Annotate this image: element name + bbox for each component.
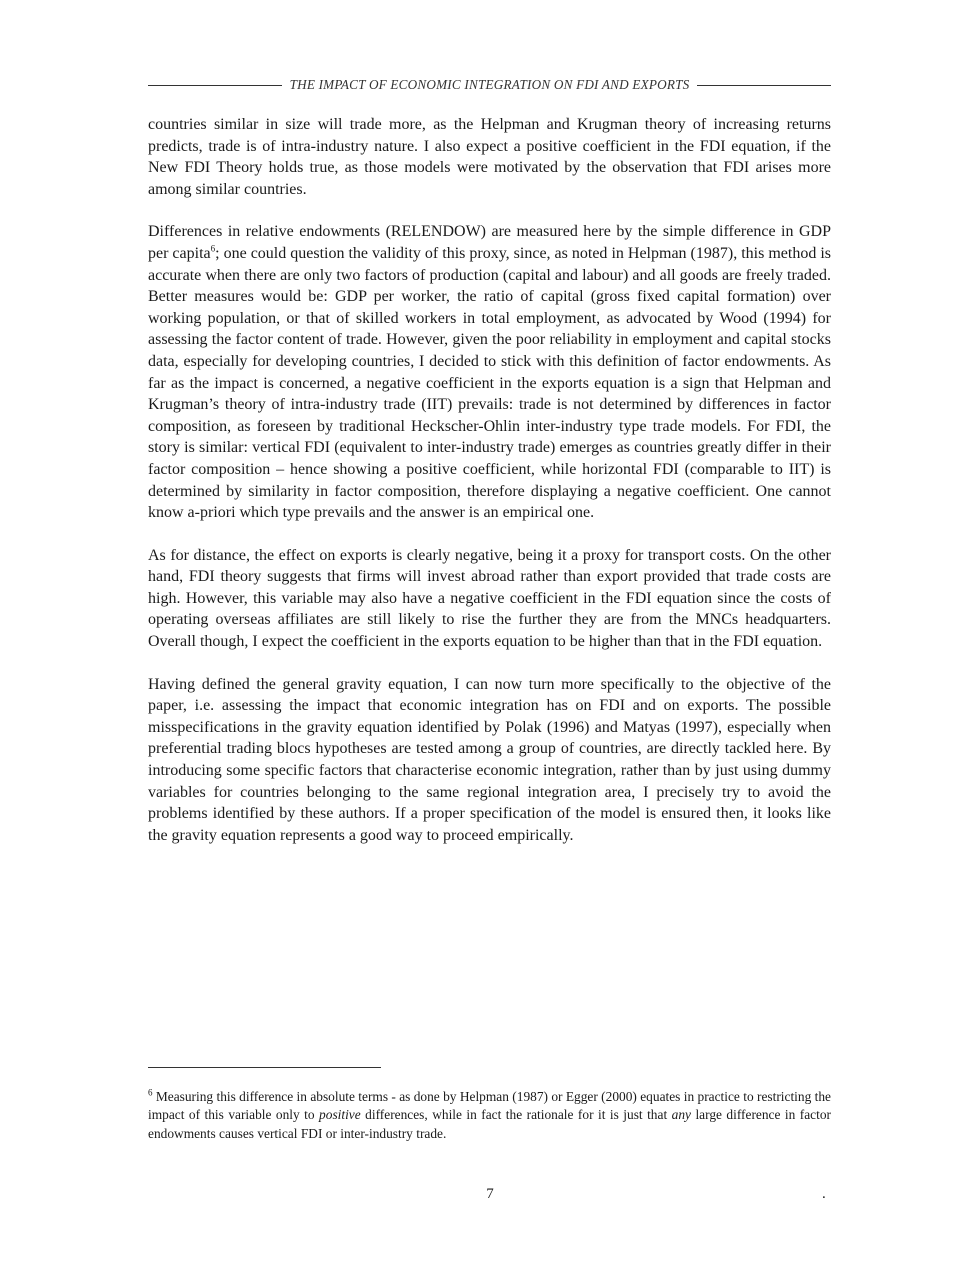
paragraph-2-text-a: Differences in relative endowments (RELENDOW) are measured here by the simple difference in GDP per capita — [148, 223, 831, 262]
footnote-text-a: Measuring this difference in absolute terms - as done by Helpman (1987) or Egger (2000) equates in practice to restricting the impact of this variable only to — [148, 1089, 831, 1123]
footnote — [148, 1088, 831, 1143]
page-number: 7 — [486, 1186, 494, 1202]
paragraph-3: As for distance, the effect on exports is clearly negative, being it a proxy for transport costs. On the other hand, FDI theory suggests that firms will invest abroad rather than export provided that trade costs are high. However, this variable may also have a negative coefficient in the FDI equation since the costs of operating overseas affiliates are still likely to rise the further they are from the MNCs headquarters. Overall though, I expect the coefficient in the exports equation to be higher than that in the FDI equation. — [148, 546, 831, 651]
paragraph-4: Having defined the general gravity equation, I can now turn more specifically to the objective of the paper, i.e. assessing the impact that economic integration has on FDI and on exports. The possible misspecifications in the gravity equation identified by Polak (1996) and Matyas (1997), especially when preferential trading blocs hypotheses are tested among a group of countries, are directly tackled here. By introducing some specific factors that characterise economic integration, rather than by just using dummy variables for countries belonging to the same regional integration area, I precisely try to avoid the problems identified by these authors. If a proper specification of the model is ensured then, it looks like the gravity equation represents a good way to proceed empirically. — [148, 675, 831, 844]
running-header-title: THE IMPACT OF ECONOMIC INTEGRATION ON FDI AND EXPORTS — [289, 77, 690, 92]
footnote-emphasis-any: any — [671, 1107, 691, 1123]
footnote-emphasis-positive: positive — [319, 1107, 361, 1123]
paragraph-1: countries similar in size will trade more, as the Helpman and Krugman theory of increasing returns predicts, trade is of intra-industry nature. I also expect a positive coefficient in the FDI equation, if the New FDI Theory holds true, as those models were motivated by the observation that FDI arises more among similar countries. — [148, 116, 831, 198]
paragraph-2-text-b: ; one could question the validity of this proxy, since, as noted in Helpman (1987), this method is accurate when there are only two factors of production (capital and labour) and all goods are freely traded. Better measures would be: GDP per worker, the ratio of capital (gross fixed capital formation) over working population, or that of skilled workers in total employment, as advocated by Wood (1994) for assessing the factor content of trade. However, given the poor reliability in employment and capital stocks data, especially for developing countries, I decided to stick with this definition of factor endowments. As far as the impact is concerned, a negative coefficient in the exports equation is a sign that Helpman and Krugman’s theory of intra-industry trade (IIT) prevails: trade is not determined by differences in factor composition, as foreseen by traditional Heckscher-Ohlin inter-industry type trade models. For FDI, the story is similar: vertical FDI (equivalent to inter-industry trade) emerges as countries greatly differ in their factor composition – hence showing a positive coefficient, while horizontal FDI (comparable to IIT) is determined by similarity in factor composition, therefore displaying a negative coefficient. One cannot know a-priori which type prevails and the answer is an empirical one. — [148, 244, 832, 522]
body-text — [148, 114, 831, 867]
footnote-marker: 6 — [148, 1087, 153, 1098]
header-rule-right — [697, 85, 831, 86]
header-rule-left — [148, 85, 282, 86]
paragraph-2 — [148, 221, 831, 523]
footnote-text-c: large difference in factor endowments causes vertical FDI or inter-industry trade. — [148, 1107, 831, 1141]
footer-trailing-mark: . — [822, 1186, 826, 1202]
footnote-text-b: differences, while in fact the rationale for it is just that — [360, 1107, 672, 1123]
footnote-reference: 6 — [210, 243, 216, 254]
running-header — [148, 74, 831, 96]
footnote-separator — [148, 1067, 381, 1068]
